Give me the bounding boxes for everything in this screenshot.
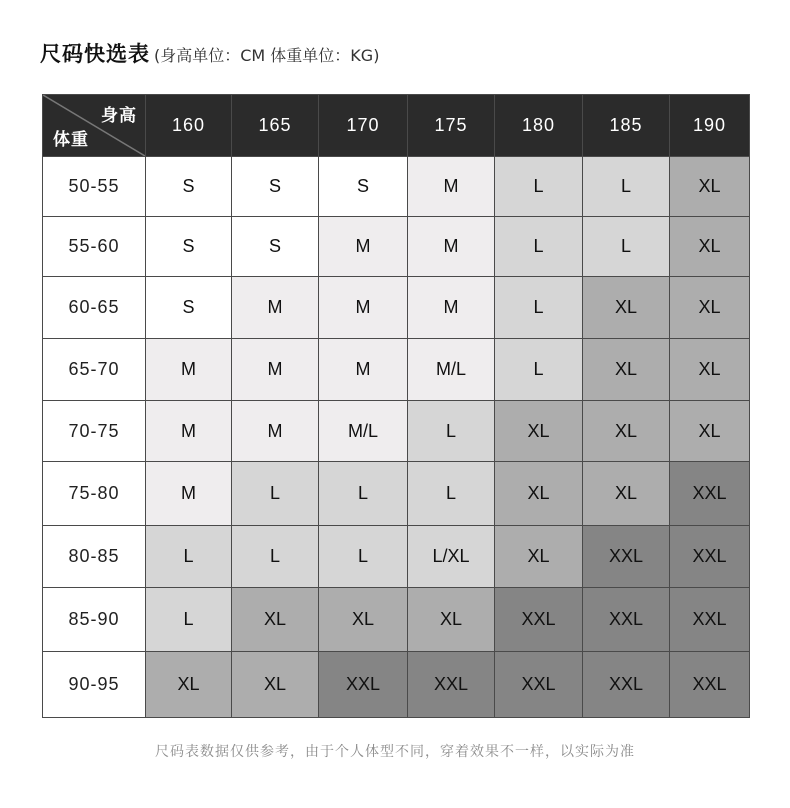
weight-range-cell: 75-80 <box>43 462 146 526</box>
table-row <box>43 526 750 588</box>
size-cell: M <box>232 339 319 401</box>
size-cell: L <box>495 157 583 217</box>
size-cell: XL <box>670 339 750 401</box>
height-header-165: 165 <box>232 95 319 157</box>
size-cell: L <box>583 217 670 277</box>
size-cell: M <box>408 277 495 339</box>
size-cell: L <box>408 401 495 462</box>
size-cell: XL <box>670 277 750 339</box>
table-row <box>43 652 750 718</box>
size-cell: L <box>495 277 583 339</box>
size-cell: L <box>232 526 319 588</box>
size-cell: XL <box>670 217 750 277</box>
size-cell: M <box>232 277 319 339</box>
size-cell: XL <box>319 588 408 652</box>
size-cell: XL <box>495 401 583 462</box>
size-cell: XXL <box>495 652 583 718</box>
size-cell: XXL <box>670 462 750 526</box>
size-cell: M <box>319 339 408 401</box>
size-cell: M <box>408 157 495 217</box>
size-cell: XL <box>408 588 495 652</box>
weight-range-cell: 60-65 <box>43 277 146 339</box>
weight-range-cell: 55-60 <box>43 217 146 277</box>
size-cell: M <box>232 401 319 462</box>
size-cell: XXL <box>670 526 750 588</box>
weight-range-cell: 70-75 <box>43 401 146 462</box>
size-cell: XL <box>232 588 319 652</box>
size-cell: L <box>495 217 583 277</box>
size-cell: L <box>232 462 319 526</box>
table-row <box>43 157 750 217</box>
size-cell: XL <box>583 277 670 339</box>
size-chart-table <box>42 94 750 718</box>
size-cell: XXL <box>495 588 583 652</box>
size-cell: S <box>146 217 232 277</box>
weight-range-cell: 90-95 <box>43 652 146 718</box>
size-cell: M <box>319 217 408 277</box>
table-row <box>43 462 750 526</box>
size-cell: S <box>146 277 232 339</box>
corner-header <box>43 95 146 157</box>
size-cell: XXL <box>670 652 750 718</box>
table-row <box>43 277 750 339</box>
size-cell: L <box>319 462 408 526</box>
table-row <box>43 339 750 401</box>
table-row <box>43 401 750 462</box>
table-row <box>43 588 750 652</box>
size-cell: XXL <box>583 652 670 718</box>
weight-range-cell: 65-70 <box>43 339 146 401</box>
size-cell: XL <box>232 652 319 718</box>
height-header-170: 170 <box>319 95 408 157</box>
header-row <box>43 95 750 157</box>
size-cell: M <box>408 217 495 277</box>
size-cell: S <box>319 157 408 217</box>
size-cell: XL <box>583 462 670 526</box>
size-cell: XXL <box>319 652 408 718</box>
size-cell: L <box>146 588 232 652</box>
size-cell: L <box>146 526 232 588</box>
size-cell: XL <box>495 462 583 526</box>
size-cell: M <box>146 462 232 526</box>
height-header-190: 190 <box>670 95 750 157</box>
height-header-175: 175 <box>408 95 495 157</box>
weight-range-cell: 80-85 <box>43 526 146 588</box>
size-cell: XL <box>670 157 750 217</box>
title-units: (身高单位：CM 体重单位：KG) <box>154 46 380 65</box>
size-cell: M <box>146 339 232 401</box>
table-row <box>43 217 750 277</box>
size-cell: L/XL <box>408 526 495 588</box>
height-header-160: 160 <box>146 95 232 157</box>
size-cell: L <box>319 526 408 588</box>
size-cell: XL <box>583 401 670 462</box>
size-cell: XL <box>495 526 583 588</box>
weight-range-cell: 85-90 <box>43 588 146 652</box>
size-cell: M/L <box>408 339 495 401</box>
weight-axis-label: 体重 <box>53 130 89 150</box>
size-cell: S <box>232 157 319 217</box>
size-cell: XXL <box>670 588 750 652</box>
size-cell: XXL <box>583 588 670 652</box>
size-cell: M <box>319 277 408 339</box>
size-cell: XL <box>146 652 232 718</box>
size-cell: M/L <box>319 401 408 462</box>
size-cell: XL <box>670 401 750 462</box>
size-cell: XXL <box>583 526 670 588</box>
disclaimer-note: 尺码表数据仅供参考，由于个人体型不同，穿着效果不一样，以实际为准 <box>155 744 635 760</box>
size-chart-body <box>43 157 750 718</box>
size-cell: L <box>495 339 583 401</box>
size-cell: L <box>408 462 495 526</box>
size-cell: M <box>146 401 232 462</box>
height-axis-label: 身高 <box>101 106 137 126</box>
size-cell: XL <box>583 339 670 401</box>
title-main: 尺码快选表 <box>40 42 150 66</box>
size-cell: XXL <box>408 652 495 718</box>
size-cell: S <box>232 217 319 277</box>
height-header-185: 185 <box>583 95 670 157</box>
weight-range-cell: 50-55 <box>43 157 146 217</box>
size-cell: L <box>583 157 670 217</box>
page-title <box>40 38 379 68</box>
height-header-180: 180 <box>495 95 583 157</box>
size-cell: S <box>146 157 232 217</box>
